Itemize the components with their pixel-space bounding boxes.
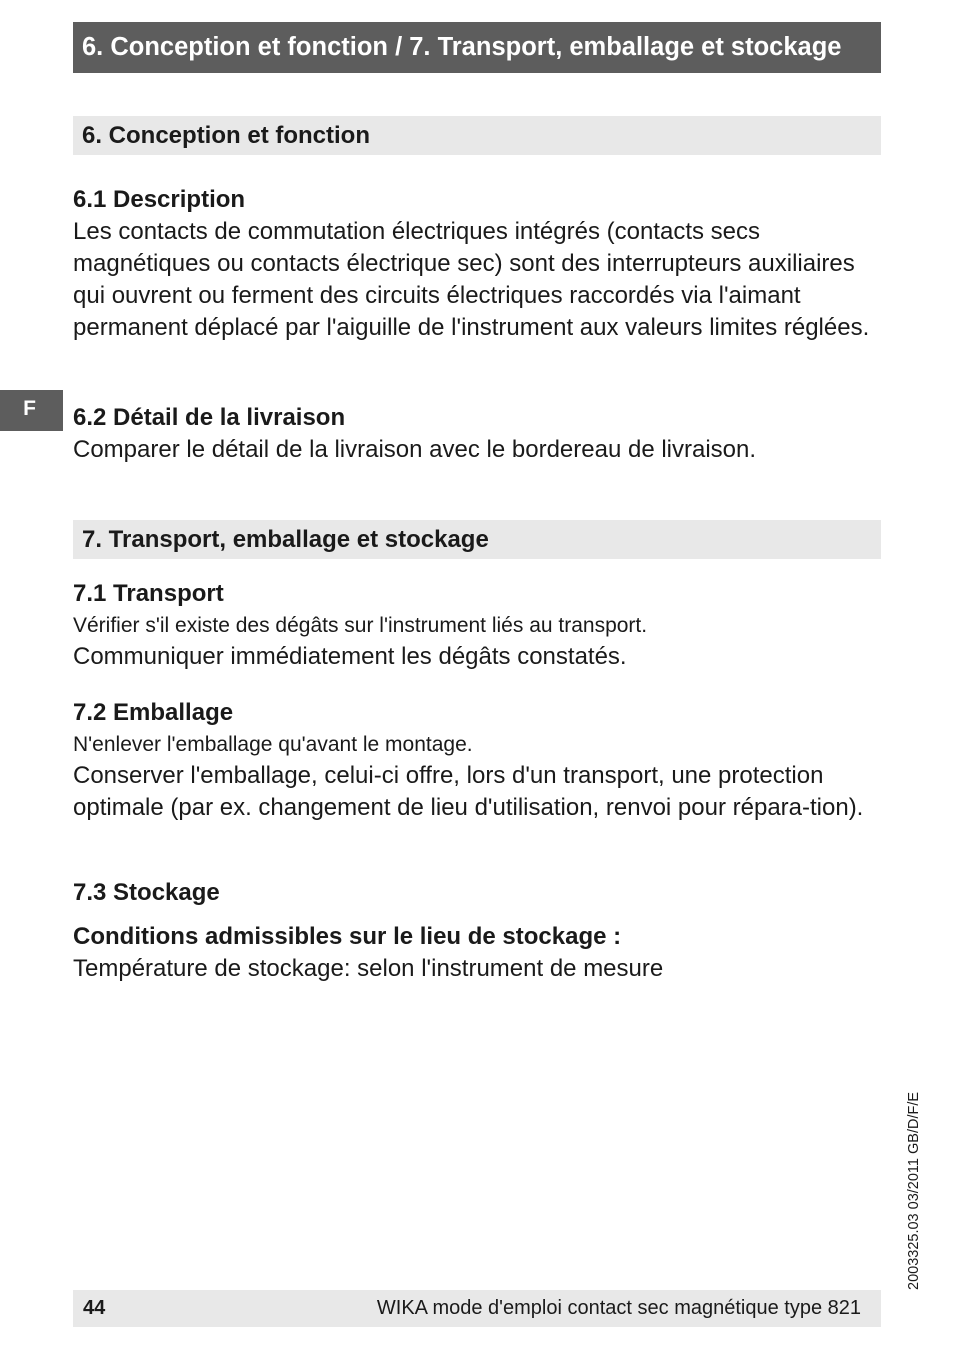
subsection-6-2 — [73, 402, 881, 466]
storage-conditions-heading: Conditions admissibles sur le lieu de stockage : — [73, 923, 622, 950]
language-tab-label: F — [23, 397, 36, 420]
subsection-7-1-line2: Communiquer immédiatement les dégâts constatés. — [73, 643, 627, 670]
page-number: 44 — [83, 1297, 106, 1319]
subsection-7-2-line1: N'enlever l'emballage qu'avant le montage. — [73, 733, 473, 756]
section-7-title — [73, 520, 881, 559]
language-tab — [0, 390, 63, 431]
subsection-6-2-heading: 6.2 Détail de la livraison — [73, 404, 346, 431]
page-header-title: 6. Conception et fonction / 7. Transport, emballage et stockage — [82, 33, 842, 61]
section-7-title-text: 7. Transport, emballage et stockage — [82, 526, 489, 553]
subsection-7-3-heading: 7.3 Stockage — [73, 879, 220, 906]
subsection-7-1 — [73, 578, 881, 673]
subsection-7-1-line1: Vérifier s'il existe des dégâts sur l'instrument liés au transport. — [73, 614, 648, 637]
subsection-6-2-text: Comparer le détail de la livraison avec le bordereau de livraison. — [73, 436, 757, 463]
subsection-6-1-heading: 6.1 Description — [73, 186, 246, 213]
subsection-7-3 — [73, 877, 881, 985]
subsection-6-1 — [73, 184, 881, 344]
section-6-title-text: 6. Conception et fonction — [82, 122, 370, 149]
subsection-7-2 — [73, 697, 881, 824]
subsection-7-1-heading: 7.1 Transport — [73, 580, 224, 607]
subsection-7-2-heading: 7.2 Emballage — [73, 699, 234, 726]
footer-text: WIKA mode d'emploi contact sec magnétique type 821 — [376, 1297, 861, 1319]
document-code: 2003325.03 03/2011 GB/D/F/E — [906, 1091, 922, 1290]
subsection-6-1-text: Les contacts de commutation électriques intégrés (contacts secs magnétiques ou contacts électrique sec) sont des interrupteurs auxiliaires qui ouvrent ou ferment des circuits électriques raccordés via l'aimant permanent déplacé par l'aiguille de l'instrument aux valeurs limites réglées. — [73, 218, 870, 341]
page-header — [73, 22, 881, 73]
section-6-title — [73, 116, 881, 155]
storage-conditions-text: Température de stockage: selon l'instrument de mesure — [73, 955, 664, 982]
page-footer — [73, 1290, 881, 1327]
subsection-7-2-line2: Conserver l'emballage, celui-ci offre, lors d'un transport, une protection optimale (par ex. changement de lieu d'utilisation, renvoi pour répara-tion). — [73, 762, 864, 821]
